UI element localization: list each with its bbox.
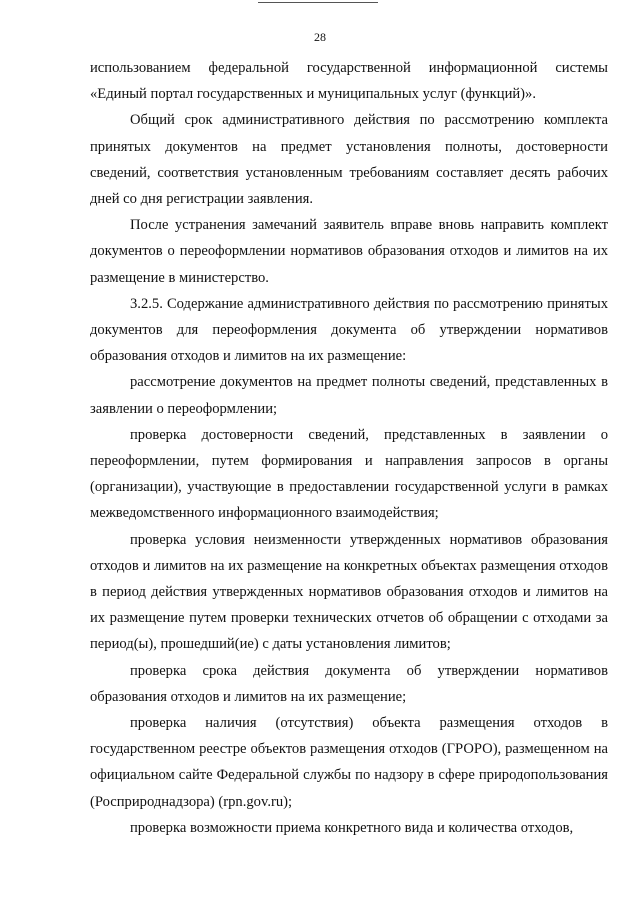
paragraph-portal: использованием федеральной государственной информационной системы «Единый портал государственных и муниципальных услуг (функций)». xyxy=(90,60,608,103)
top-rule xyxy=(258,2,378,3)
paragraph-total-period: Общий срок административного действия по рассмотрению комплекта принятых документов на предмет установления полноты, достоверности сведений, соответствия установленным требованиям составляет десять рабочих дней со дня регистрации заявления. xyxy=(90,112,608,208)
page-number: 28 xyxy=(314,30,326,44)
paragraph-check-waste-acceptance: проверка возможности приема конкретного вида и количества отходов, xyxy=(130,819,574,836)
paragraph-section-3-2-5: 3.2.5. Содержание административного действия по рассмотрению принятых документов для переоформления документа об утверждении нормативов образования отходов и лимитов на их размещение: xyxy=(90,295,608,365)
paragraph-check-groro-registry: проверка наличия (отсутствия) объекта размещения отходов в государственном реестре объектов размещения отходов (ГРОРО), размещенном на официальном сайте Федеральной службы по надзору в сфере природопользования (Росприроднадзора) (rpn.gov.ru); xyxy=(90,715,608,810)
paragraph-resubmission: После устранения замечаний заявитель вправе вновь направить комплект документов о переоформлении нормативов образования отходов и лимитов на их размещение в министерство. xyxy=(90,217,608,286)
paragraph-check-unchanged-norms: проверка условия неизменности утвержденных нормативов образования отходов и лимитов на их размещение на конкретных объектах размещения отходов в период действия утвержденных нормативов образования отходов и лимитов на их размещение путем проверки технических отчетов об обращении с отходами за период(ы), прошедший(ие) с даты установления лимитов; xyxy=(90,531,608,653)
paragraph-review-completeness: рассмотрение документов на предмет полноты сведений, представленных в заявлении о переоформлении; xyxy=(90,374,608,417)
document-body xyxy=(90,55,608,841)
paragraph-verify-accuracy: проверка достоверности сведений, представленных в заявлении о переоформлении, путем формирования и направления запросов в органы (организации), участвующие в предоставлении государственной услуги в рамках межведомственного информационного взаимодействия; xyxy=(90,426,608,522)
paragraph-check-validity-period: проверка срока действия документа об утверждении нормативов образования отходов и лимитов на их размещение; xyxy=(90,662,608,705)
